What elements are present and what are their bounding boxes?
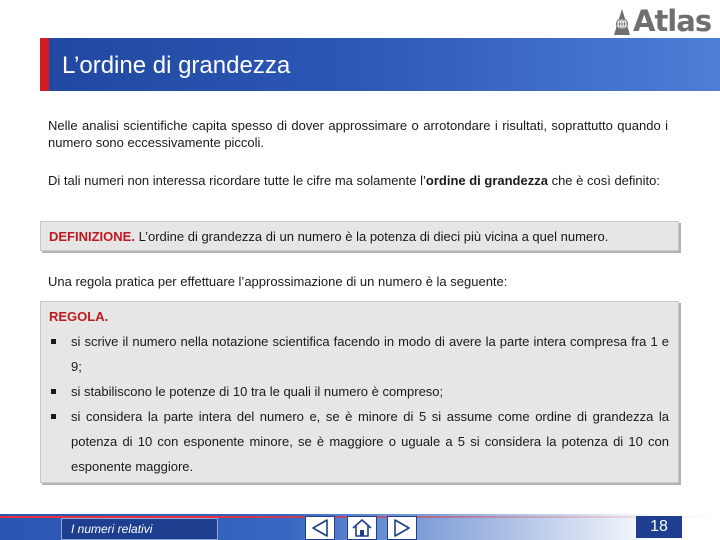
rule-intro-paragraph: Una regola pratica per effettuare l’approssimazione di un numero è la seguente: <box>48 274 508 289</box>
order-paragraph-end: che è così definito: <box>547 173 660 188</box>
atlas-logo <box>612 4 711 38</box>
rule-item-text: si considera la parte intera del numero e, se è minore di 5 si assume come ordine di grandezza la potenza di 10 con esponente minore, se è maggiore o uguale a 5 si considera la potenza di 10 con esponente maggiore. <box>71 409 669 474</box>
rule-list <box>49 329 669 479</box>
title-accent-stripe <box>40 38 49 91</box>
previous-arrow-icon <box>305 516 335 540</box>
bullet-square-icon <box>51 339 56 344</box>
definition-label: DEFINIZIONE. <box>49 229 135 244</box>
home-button[interactable] <box>347 516 377 540</box>
next-button[interactable] <box>387 516 417 540</box>
bullet-square-icon <box>51 414 56 419</box>
previous-button[interactable] <box>305 516 335 540</box>
order-term: ordine di grandezza <box>425 173 548 188</box>
rule-item-text: si scrive il numero nella notazione scientifica facendo in modo di avere la parte intera compresa fra 1 e 9; <box>71 334 669 374</box>
next-arrow-icon <box>387 516 417 540</box>
rule-box <box>40 301 679 483</box>
order-paragraph <box>48 172 668 189</box>
section-label: I numeri relativi <box>61 518 218 540</box>
page-title: L’ordine di grandezza <box>62 52 291 79</box>
rule-item-text: si stabiliscono le potenze di 10 tra le quali il numero è compreso; <box>71 384 444 399</box>
rule-label: REGOLA. <box>49 309 109 324</box>
home-icon <box>347 516 377 540</box>
intro-paragraph: Nelle analisi scientifiche capita spesso di dover approssimare o arrotondare i risultati, soprattutto quando i numero sono eccessivamente piccoli. <box>48 118 668 150</box>
list-item <box>49 404 669 479</box>
list-item <box>49 329 669 379</box>
title-bar <box>40 38 720 91</box>
bullet-square-icon <box>51 389 56 394</box>
order-paragraph-start: Di tali numeri non interessa ricordare tutte le cifre ma solamente l’ <box>48 173 426 188</box>
definition-box <box>40 221 679 251</box>
definition-body: L’ordine di grandezza di un numero è la potenza di dieci più vicina a quel numero. <box>134 229 609 244</box>
definition-text <box>49 229 608 245</box>
logo-text: Atlas <box>633 4 712 38</box>
globe-icon <box>612 7 632 35</box>
page-number: 18 <box>636 516 682 538</box>
list-item <box>49 379 669 404</box>
